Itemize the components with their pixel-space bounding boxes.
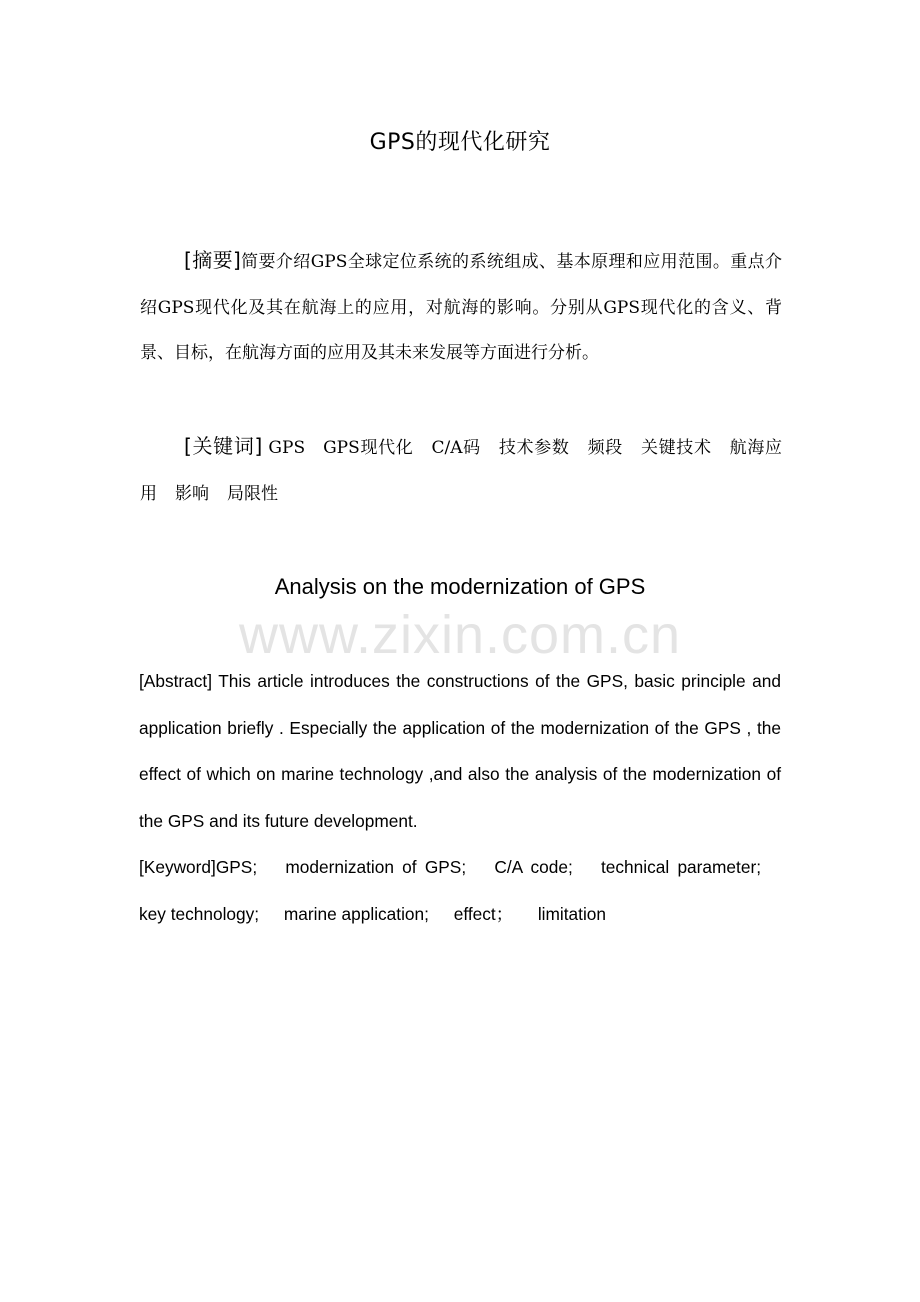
chinese-abstract-label: [摘要]	[184, 248, 241, 272]
chinese-abstract-text: 简要介绍GPS全球定位系统的系统组成、基本原理和应用范围。重点介绍GPS现代化及其在航海上的应用，对航海的影响。分别从GPS现代化的含义、背景、目标，在航海方面的应用及其未来发展等方面进行分析。	[140, 252, 782, 363]
english-keyword: C/A code;	[494, 857, 573, 877]
chinese-keyword: 航海应用	[140, 438, 783, 504]
chinese-keyword: 影响	[175, 483, 209, 504]
english-abstract	[139, 658, 781, 844]
chinese-keyword: 频段	[587, 438, 623, 458]
english-keyword: limitation	[537, 903, 607, 924]
english-keywords	[139, 844, 781, 937]
chinese-keyword: 局限性	[227, 483, 278, 504]
english-keyword: marine application;	[283, 903, 429, 924]
english-keyword: modernization of GPS;	[285, 857, 467, 877]
chinese-keyword: 技术参数	[498, 438, 570, 458]
english-keyword: effect；	[453, 903, 514, 924]
watermark: www.zixin.com.cn	[238, 605, 682, 665]
english-keywords-label: [Keyword]	[139, 857, 216, 877]
english-abstract-label: [Abstract]	[139, 671, 212, 691]
chinese-keyword: 关键技术	[640, 438, 712, 458]
english-abstract-text: This article introduces the constructions of the GPS, basic principle and application briefly . Especially the application of the modernization of the GPS , the effect of which on marine technology ,and also the analysis of the modernization of the GPS and its future development.	[139, 671, 781, 831]
chinese-keyword: C/A码	[431, 438, 481, 458]
english-keyword: key technology;	[139, 903, 260, 924]
chinese-title: GPS的现代化研究	[369, 130, 551, 155]
english-title: Analysis on the modernization of GPS	[274, 574, 646, 599]
chinese-abstract	[140, 238, 782, 377]
english-keyword: technical parameter;	[601, 857, 762, 877]
chinese-keyword: GPS	[268, 438, 306, 458]
english-keyword: GPS;	[215, 857, 258, 877]
chinese-keywords	[140, 424, 782, 517]
chinese-keyword: GPS现代化	[323, 438, 414, 458]
chinese-keywords-label: [关键词]	[184, 434, 263, 458]
